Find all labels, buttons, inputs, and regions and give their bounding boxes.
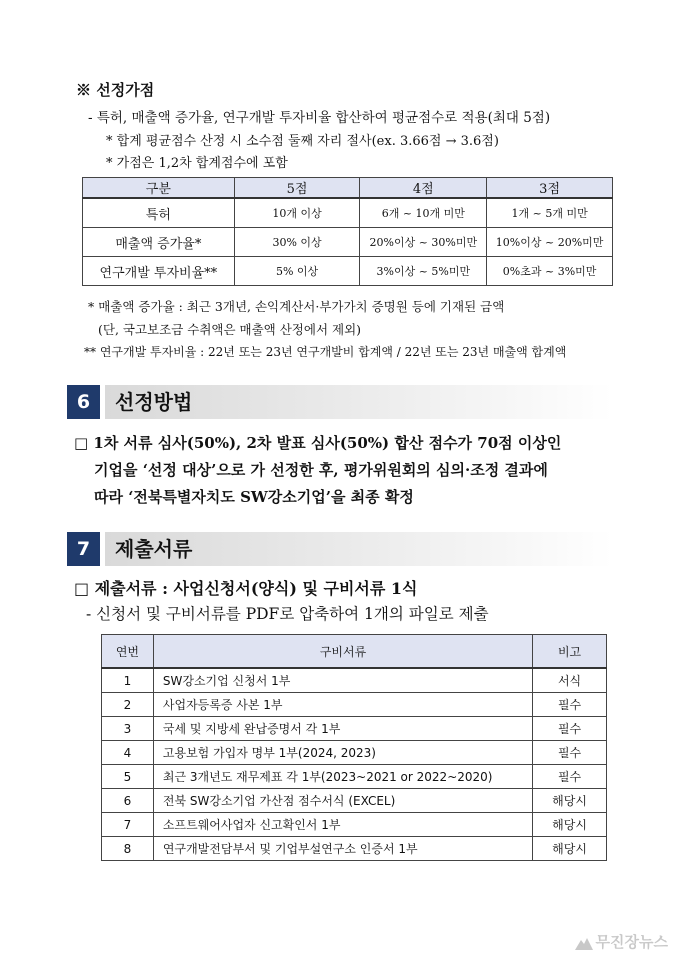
table-cell: 3 <box>102 717 154 741</box>
table-cell: 2 <box>102 693 154 717</box>
table-cell: 3%이상 ~ 5%미만 <box>360 257 487 286</box>
table-cell: 1개 ~ 5개 미만 <box>487 198 613 228</box>
table-cell: 해당시 <box>533 789 607 813</box>
table-cell: 필수 <box>533 741 607 765</box>
table-cell: 필수 <box>533 765 607 789</box>
table-row <box>83 257 613 286</box>
table-row <box>83 228 613 257</box>
table-cell: 최근 3개년도 재무제표 각 1부(2023~2021 or 2022~2020) <box>153 765 532 789</box>
table-cell: 연구개발전담부서 및 기업부설연구소 인증서 1부 <box>153 837 532 861</box>
selection-method-line: □ 1차 서류 심사(50%), 2차 발표 심사(50%) 합산 점수가 70점 이상인 <box>74 434 562 452</box>
documents-table <box>101 634 607 861</box>
table-cell: 1 <box>102 668 154 693</box>
table-cell: 해당시 <box>533 813 607 837</box>
table-cell: 7 <box>102 813 154 837</box>
documents-subtitle: □ 제출서류 : 사업신청서(양식) 및 구비서류 1식 <box>74 579 418 598</box>
section-title: 제출서류 <box>115 537 193 561</box>
table-header-cell: 5점 <box>234 178 360 199</box>
table-cell: 6개 ~ 10개 미만 <box>360 198 487 228</box>
table-cell: 20%이상 ~ 30%미만 <box>360 228 487 257</box>
table-cell: 필수 <box>533 693 607 717</box>
table-cell: 고용보험 가입자 명부 1부(2024, 2023) <box>153 741 532 765</box>
table-cell: 10%이상 ~ 20%미만 <box>487 228 613 257</box>
bonus-points-description: - 특허, 매출액 증가율, 연구개발 투자비율 합산하여 평균점수로 적용(최대 5점) <box>88 110 551 126</box>
table-header-row <box>83 178 613 199</box>
table-row <box>102 837 607 861</box>
section-number: 7 <box>67 532 100 566</box>
table-header-cell: 연번 <box>102 635 154 669</box>
table-cell: 8 <box>102 837 154 861</box>
footnote-rnd-ratio: ** 연구개발 투자비율 : 22년 또는 23년 연구개발비 합계액 / 22년 또는 23년 매출액 합계액 <box>84 345 567 359</box>
footnote-sales-growth: * 매출액 증가율 : 최근 3개년, 손익계산서·부가가치 증명원 등에 기재된 금액 <box>88 299 505 314</box>
table-cell: 국세 및 지방세 완납증명서 각 1부 <box>153 717 532 741</box>
table-header-cell: 3점 <box>487 178 613 199</box>
bonus-note-inclusion: * 가점은 1,2차 합계점수에 포함 <box>106 156 288 171</box>
table-row <box>102 813 607 837</box>
mountain-logo-icon <box>575 936 593 950</box>
table-cell: SW강소기업 신청서 1부 <box>153 668 532 693</box>
table-cell: 전북 SW강소기업 가산점 점수서식 (EXCEL) <box>153 789 532 813</box>
table-cell: 0%초과 ~ 3%미만 <box>487 257 613 286</box>
table-cell: 5% 이상 <box>234 257 360 286</box>
table-row <box>102 693 607 717</box>
footnote-sales-exclusion: (단, 국고보조금 수취액은 매출액 산정에서 제외) <box>98 322 362 337</box>
table-cell: 6 <box>102 789 154 813</box>
bonus-note-rounding: * 합계 평균점수 산정 시 소수점 둘째 자리 절사(ex. 3.66점 → 3.6점) <box>106 134 499 149</box>
table-cell: 매출액 증가율* <box>83 228 235 257</box>
table-row <box>102 741 607 765</box>
table-cell: 사업자등록증 사본 1부 <box>153 693 532 717</box>
table-cell: 연구개발 투자비율** <box>83 257 235 286</box>
selection-method-line: 따라 ‘전북특별자치도 SW강소기업’을 최종 확정 <box>94 488 414 506</box>
table-header-cell: 4점 <box>360 178 487 199</box>
table-cell: 4 <box>102 741 154 765</box>
documents-instruction: - 신청서 및 구비서류를 PDF로 압축하여 1개의 파일로 제출 <box>86 605 489 623</box>
section-title: 선정방법 <box>115 390 193 414</box>
table-row <box>83 198 613 228</box>
table-row <box>102 789 607 813</box>
table-cell: 필수 <box>533 717 607 741</box>
table-cell: 소프트웨어사업자 신고확인서 1부 <box>153 813 532 837</box>
table-cell: 특허 <box>83 198 235 228</box>
watermark <box>575 931 668 952</box>
table-header-cell: 구비서류 <box>153 635 532 669</box>
table-cell: 서식 <box>533 668 607 693</box>
table-row <box>102 668 607 693</box>
table-cell: 5 <box>102 765 154 789</box>
bonus-score-table <box>82 177 613 286</box>
table-header-cell: 구분 <box>83 178 235 199</box>
table-cell: 30% 이상 <box>234 228 360 257</box>
bonus-points-title: ※ 선정가점 <box>76 81 155 99</box>
selection-method-line: 기업을 ‘선정 대상’으로 가 선정한 후, 평가위원회의 심의·조정 결과에 <box>94 461 548 479</box>
table-row <box>102 717 607 741</box>
table-row <box>102 765 607 789</box>
table-cell: 10개 이상 <box>234 198 360 228</box>
table-cell: 해당시 <box>533 837 607 861</box>
section-header-selection-method <box>67 385 613 419</box>
section-header-documents <box>67 532 613 566</box>
table-header-row <box>102 635 607 669</box>
section-number: 6 <box>67 385 100 419</box>
table-header-cell: 비고 <box>533 635 607 669</box>
watermark-text: 무진장뉴스 <box>595 933 668 951</box>
